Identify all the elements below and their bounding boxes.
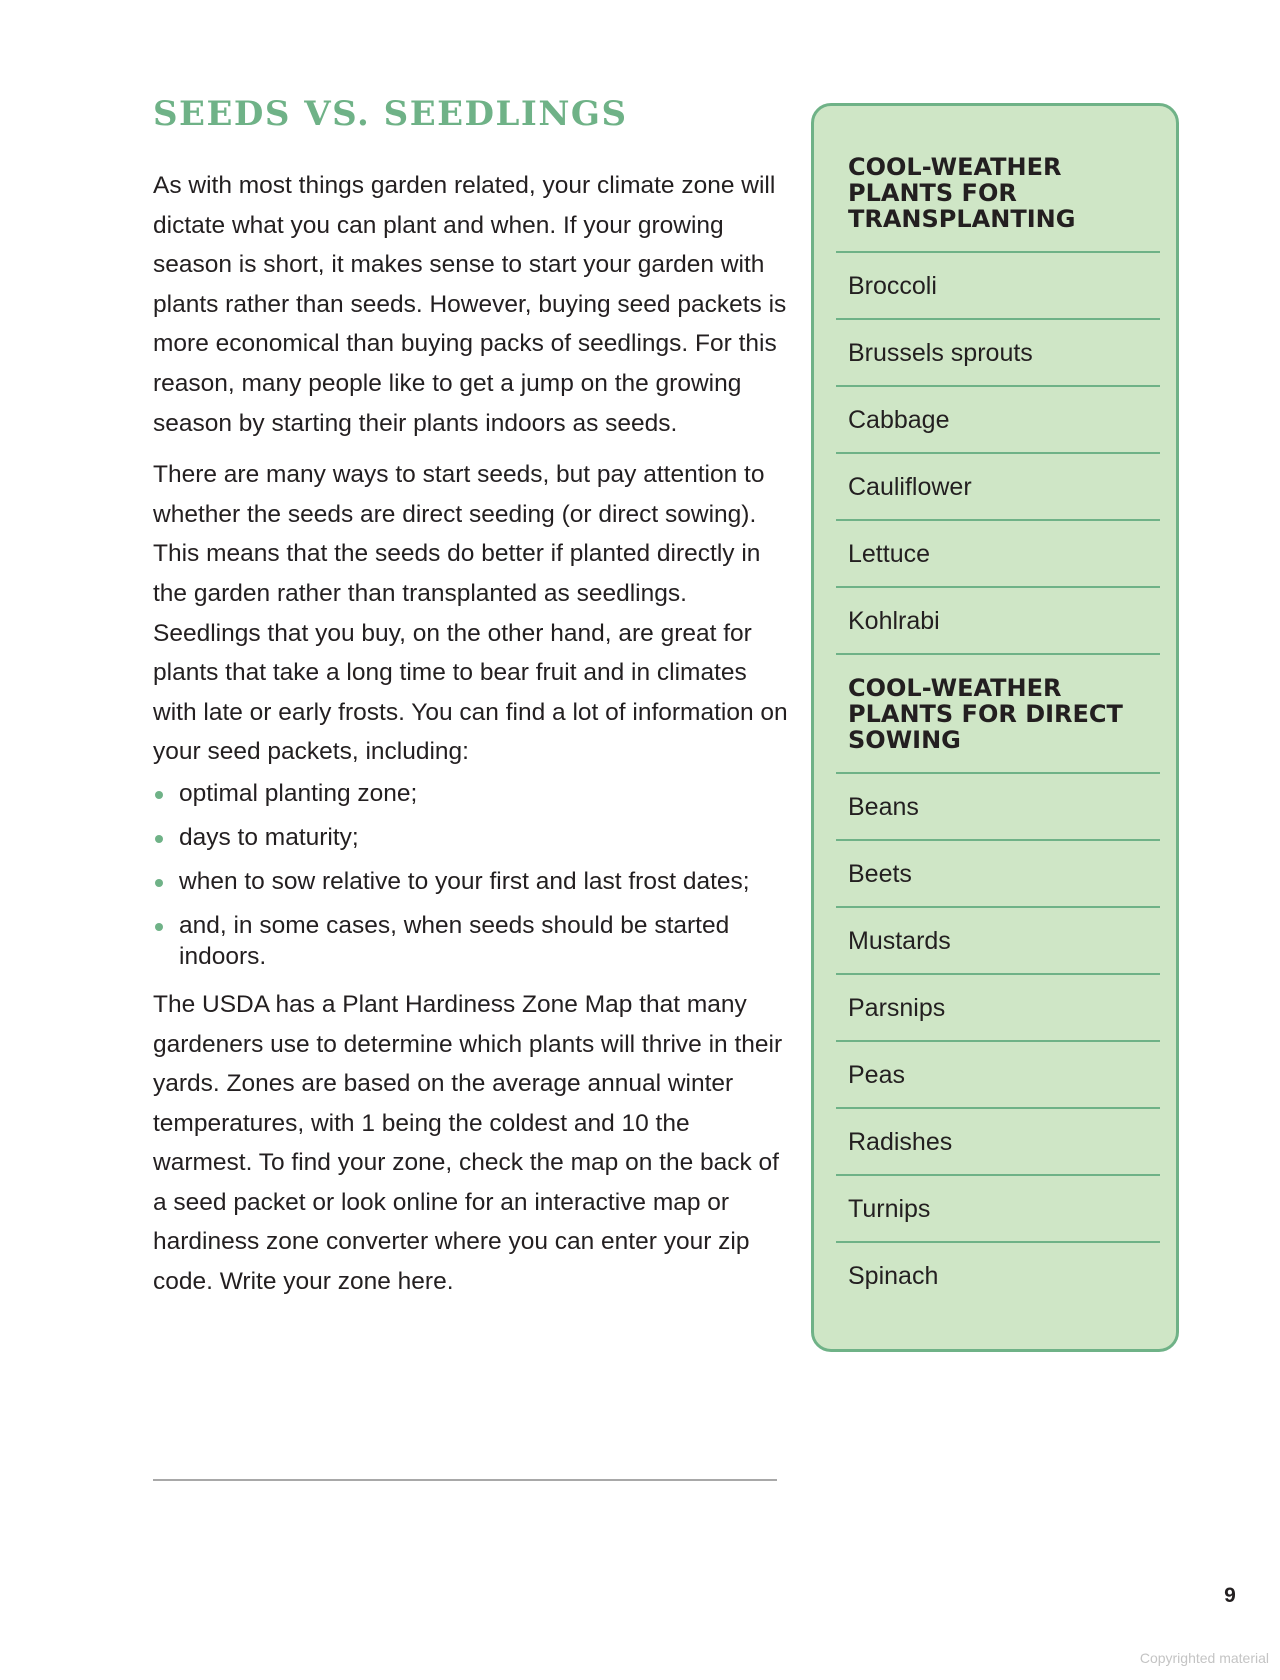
direct-sowing-item: Spinach bbox=[848, 1262, 939, 1290]
direct-sowing-item: Beans bbox=[836, 774, 1160, 841]
transplanting-item: Kohlrabi bbox=[836, 588, 1160, 655]
list-item-text: days to maturity; bbox=[179, 823, 359, 851]
transplanting-item: Brussels sprouts bbox=[836, 320, 1160, 387]
copyright-notice: Copyrighted material bbox=[1139, 1650, 1269, 1666]
list-item-text: optimal planting zone; bbox=[179, 779, 418, 807]
direct-sowing-heading: COOL-WEATHER PLANTS FOR DIRECT SOWING bbox=[836, 655, 1160, 774]
sidebar-content bbox=[836, 154, 1160, 1310]
bullet-icon bbox=[155, 791, 163, 799]
seed-packet-info-list bbox=[153, 778, 793, 972]
bullet-icon bbox=[155, 879, 163, 887]
list-item bbox=[153, 778, 793, 809]
paragraph-usda-zones: The USDA has a Plant Hardiness Zone Map that many gardeners use to determine which plants will thrive in their yards. Zones are based on the average annual winter temperatures, with 1 being the coldest and 10 the warmest. To find your zone, check the map on the back of a seed packet or look online for an interactive map or hardiness zone converter where you can enter your zip code. Write your zone here. bbox=[153, 990, 783, 1296]
transplanting-item: Cabbage bbox=[836, 387, 1160, 454]
direct-sowing-item: Peas bbox=[836, 1042, 1160, 1109]
bullet-icon bbox=[155, 923, 163, 931]
list-item bbox=[153, 866, 793, 897]
transplanting-item: Lettuce bbox=[836, 521, 1160, 588]
bullet-icon bbox=[155, 835, 163, 843]
list-item bbox=[153, 822, 793, 853]
transplanting-heading: COOL-WEATHER PLANTS FOR TRANSPLANTING bbox=[836, 154, 1160, 253]
page-number: 9 bbox=[1224, 1584, 1236, 1607]
direct-sowing-item: Parsnips bbox=[836, 975, 1160, 1042]
direct-sowing-item: Radishes bbox=[836, 1109, 1160, 1176]
transplanting-item: Broccoli bbox=[836, 253, 1160, 320]
direct-sowing-item: Beets bbox=[836, 841, 1160, 908]
list-item-text: and, in some cases, when seeds should be started indoors. bbox=[179, 911, 730, 970]
list-item bbox=[153, 910, 793, 972]
main-column bbox=[153, 92, 793, 1314]
write-zone-line bbox=[153, 1479, 777, 1481]
list-item-text: when to sow relative to your first and last frost dates; bbox=[179, 867, 750, 895]
plants-sidebar bbox=[811, 103, 1179, 1352]
section-title: SEEDS VS. SEEDLINGS bbox=[153, 94, 628, 134]
paragraph-climate: As with most things garden related, your climate zone will dictate what you can plant and when. If your growing season is short, it makes sense to start your garden with plants rather than seeds. However, buying seed packets is more economical than buying packs of seedlings. For this reason, many people like to get a jump on the growing season by starting their plants indoors as seeds. bbox=[153, 172, 787, 437]
direct-sowing-item: Turnips bbox=[836, 1176, 1160, 1243]
direct-sowing-item: Mustards bbox=[836, 908, 1160, 975]
transplanting-item: Cauliflower bbox=[836, 454, 1160, 521]
paragraph-start-seeds: There are many ways to start seeds, but pay attention to whether the seeds are direct seeding (or direct sowing). This means that the seeds do better if planted directly in the garden rather than transplanted as seedlings. Seedlings that you buy, on the other hand, are great for plants that take a long time to bear fruit and in climates with late or early frosts. You can find a lot of information on your seed packets, including: bbox=[153, 461, 788, 766]
